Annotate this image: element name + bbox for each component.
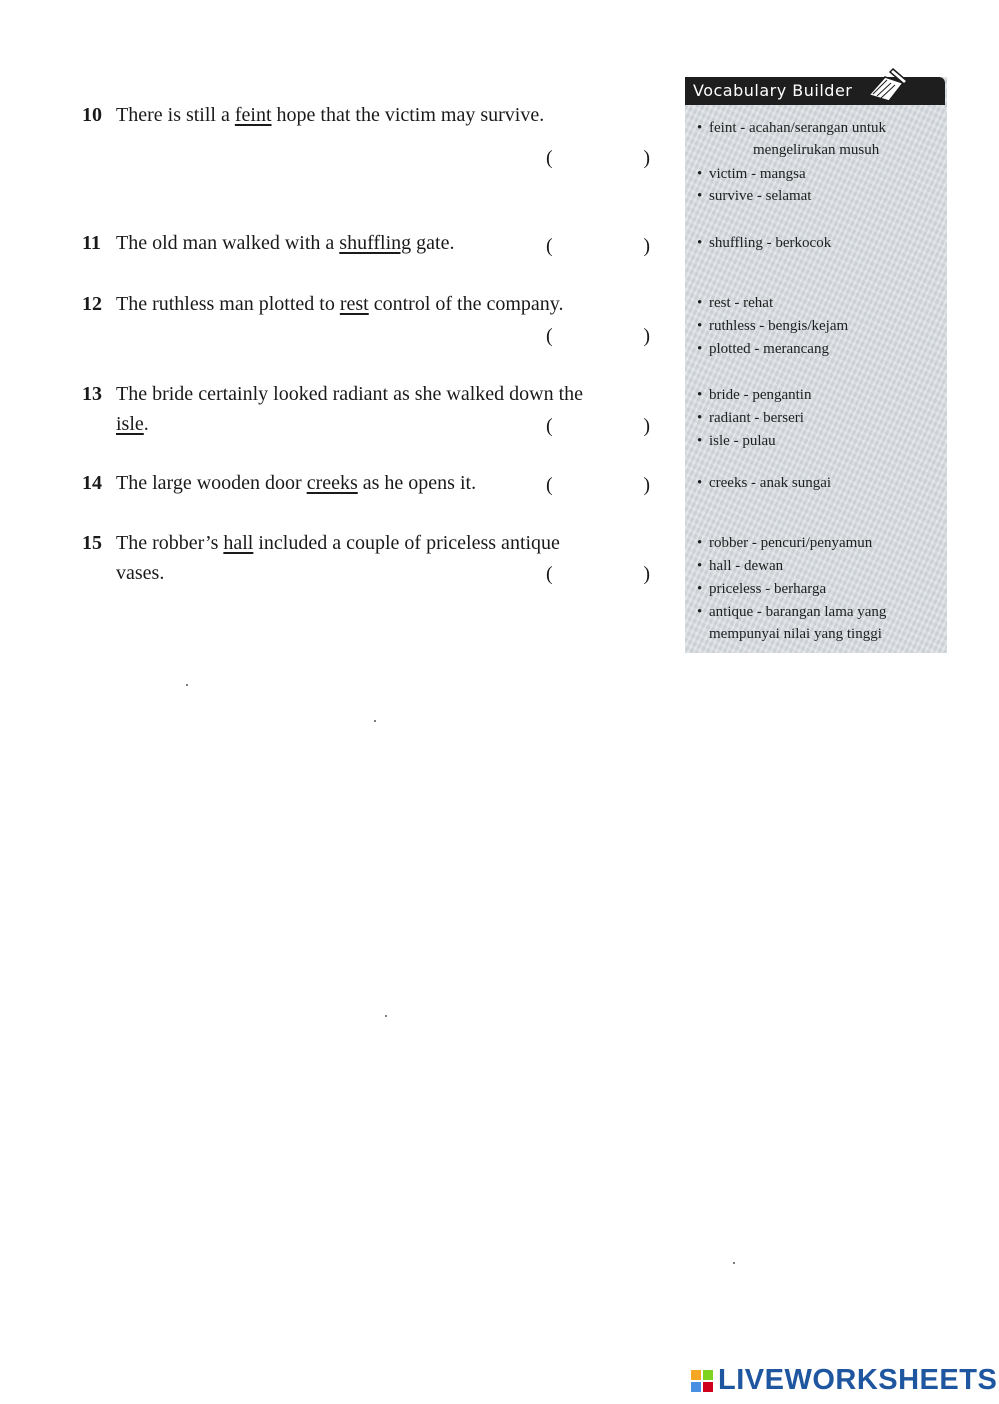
answer-parens-11[interactable]: [546, 231, 650, 261]
question-number: 14: [82, 472, 102, 494]
vocab-entry: • radiant - berseri: [697, 410, 804, 426]
answer-parens-15[interactable]: [546, 559, 650, 589]
vocab-entry-text: shuffling - berkocok: [709, 235, 832, 251]
underlined-word: shuffling: [339, 232, 412, 254]
underlined-word: isle: [116, 413, 144, 435]
paren-open: (: [546, 563, 553, 585]
question-text-before: The robber’s: [116, 532, 219, 554]
question-12: [82, 289, 652, 319]
question-number: 12: [82, 293, 102, 315]
paren-close: ): [643, 147, 650, 169]
vocab-entry-continuation: mengelirukan musuh: [753, 142, 880, 158]
question-text-before: The large wooden door: [116, 472, 302, 494]
underlined-word: rest: [339, 293, 369, 315]
paren-open: (: [546, 415, 553, 437]
vocab-entry-text: isle - pulau: [709, 433, 776, 449]
logo-square: [691, 1370, 701, 1380]
vocab-entry-text: radiant - berseri: [709, 410, 804, 426]
logo-square: [703, 1382, 713, 1392]
vocab-entry: • bride - pengantin: [697, 387, 812, 403]
vocab-entry-text: feint - acahan/serangan untuk: [709, 120, 887, 136]
logo-square: [691, 1382, 701, 1392]
vocab-entry: • shuffling - berkocok: [697, 235, 832, 251]
paren-close: ): [643, 325, 650, 347]
vocabulary-title: Vocabulary Builder: [693, 81, 853, 100]
scan-speck: [733, 1262, 735, 1264]
vocabulary-builder-panel: [685, 77, 947, 653]
paren-close: ): [643, 235, 650, 257]
question-text-line2: vases.: [116, 562, 165, 584]
vocab-entry-text: ruthless - bengis/kejam: [709, 318, 849, 334]
scan-speck: [374, 720, 376, 722]
paren-close: ): [643, 563, 650, 585]
vocab-entry-text: victim - mangsa: [709, 166, 806, 182]
question-number: 13: [82, 383, 102, 405]
underlined-word: hall: [223, 532, 254, 554]
vocab-entry-text: bride - pengantin: [709, 387, 812, 403]
vocab-entry: • creeks - anak sungai: [697, 475, 832, 491]
vocab-entry: • rest - rehat: [697, 295, 774, 311]
underlined-word: creeks: [306, 472, 358, 494]
scan-speck: [186, 684, 188, 686]
question-text-after: as he opens it.: [362, 472, 477, 494]
question-text-after: control of the company.: [373, 293, 564, 315]
paren-close: ): [643, 474, 650, 496]
vocab-entry-text: creeks - anak sungai: [709, 475, 832, 491]
vocab-entry: • ruthless - bengis/kejam: [697, 318, 849, 334]
logo-square: [703, 1370, 713, 1380]
question-text-after: gate.: [416, 232, 455, 254]
vocab-entry: • robber - pencuri/penyamun: [697, 535, 873, 551]
paren-open: (: [546, 235, 553, 257]
question-number: 11: [82, 232, 101, 254]
vocab-entry-text: antique - barangan lama yang: [709, 604, 887, 620]
answer-parens-12[interactable]: [546, 321, 650, 351]
vocab-entry: • survive - selamat: [697, 188, 812, 204]
question-10: [82, 100, 652, 130]
vocab-entry: • victim - mangsa: [697, 166, 806, 182]
scan-speck: [385, 1015, 387, 1017]
vocab-entry-text: rest - rehat: [709, 295, 774, 311]
paren-open: (: [546, 474, 553, 496]
vocab-entry: • priceless - berharga: [697, 581, 827, 597]
question-number: 10: [82, 104, 102, 126]
brand-text: LIVEWORKSHEETS: [718, 1364, 998, 1396]
vocab-entry: • hall - dewan: [697, 558, 784, 574]
vocab-entry: • isle - pulau: [697, 433, 776, 449]
liveworksheets-brand[interactable]: [690, 1364, 997, 1397]
vocab-entry: • antique - barangan lama yang mempunyai nilai yang tinggi: [697, 601, 937, 645]
question-text-before: There is still a: [116, 104, 230, 126]
vocab-entry-text: robber - pencuri/penyamun: [709, 535, 873, 551]
vocab-entry: • feint - acahan/serangan untuk mengelirukan musuh: [697, 117, 937, 161]
paren-open: (: [546, 147, 553, 169]
vocab-entry-text: plotted - merancang: [709, 341, 829, 357]
answer-parens-10[interactable]: [546, 143, 650, 173]
question-text-before: The bride certainly looked radiant as she walked down the: [116, 383, 584, 405]
paren-close: ): [643, 415, 650, 437]
liveworksheets-logo-icon: [690, 1369, 714, 1393]
question-text-after: hope that the victim may survive.: [276, 104, 545, 126]
question-text-after: included a couple of priceless antique: [258, 532, 560, 554]
answer-parens-14[interactable]: [546, 470, 650, 500]
question-number: 15: [82, 532, 102, 554]
vocab-entry: • plotted - merancang: [697, 341, 829, 357]
vocab-entry-text: hall - dewan: [709, 558, 784, 574]
vocab-entry-text: survive - selamat: [709, 188, 812, 204]
question-text-line2: .: [143, 413, 149, 435]
question-text-before: The old man walked with a: [116, 232, 335, 254]
question-text-before: The ruthless man plotted to: [116, 293, 335, 315]
underlined-word: feint: [234, 104, 272, 126]
vocab-entry-continuation: mempunyai nilai yang tinggi: [709, 626, 882, 642]
answer-parens-13[interactable]: [546, 411, 650, 441]
paren-open: (: [546, 325, 553, 347]
book-pencil-icon: [863, 65, 911, 105]
vocab-entry-text: priceless - berharga: [709, 581, 827, 597]
